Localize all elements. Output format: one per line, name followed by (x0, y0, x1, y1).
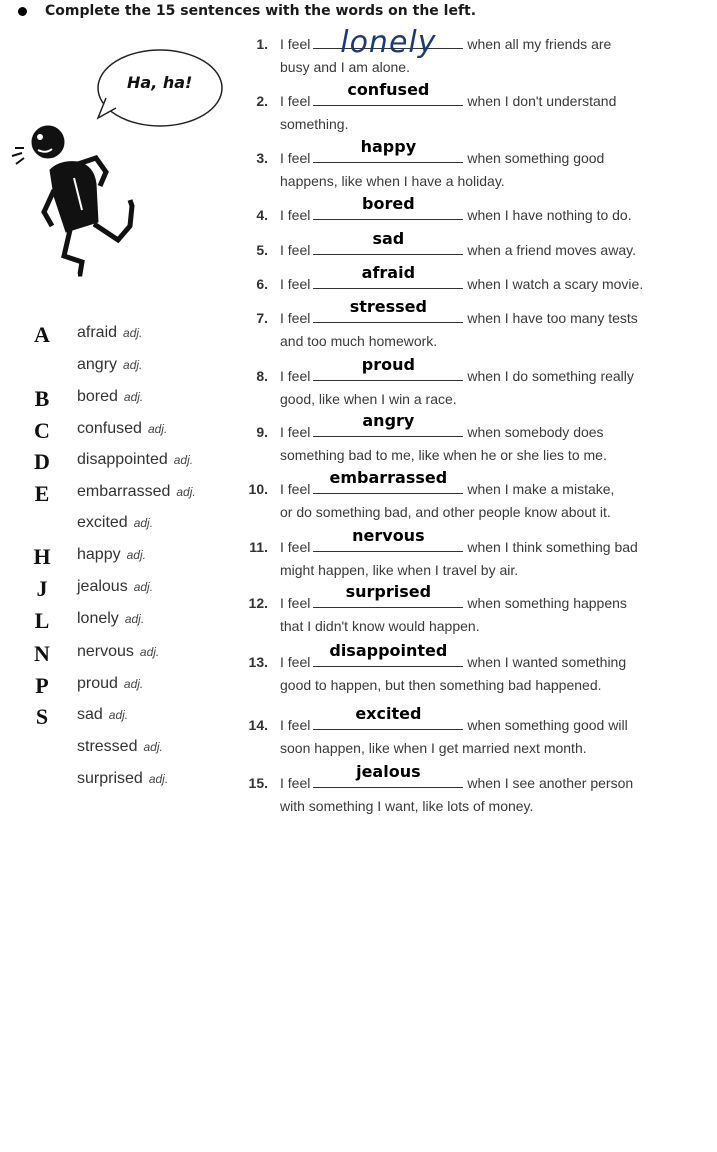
word-bank-word: jealous (77, 578, 128, 595)
answer-blank[interactable] (313, 229, 463, 255)
word-bank-item (0, 606, 240, 634)
sentence-start: I feel (280, 276, 311, 292)
sentence-text: when I do something really (467, 368, 634, 384)
word-bank-item (0, 766, 240, 794)
word-bank-letter: H (33, 544, 51, 569)
word-bank-letter: E (34, 481, 50, 506)
word-bank-item (0, 320, 240, 348)
sentence-number: 3. (256, 150, 268, 166)
sentence-start: I feel (280, 93, 311, 109)
sentence-number: 14. (248, 717, 268, 733)
sentence-text: when I watch a scary movie. (467, 276, 644, 292)
sentence-start: I feel (280, 368, 311, 384)
instruction (18, 0, 476, 22)
sentence-text: when something happens (467, 595, 627, 611)
word-bank-letter: N (34, 641, 50, 666)
sentence-text: when I don't understand (467, 93, 617, 109)
sentence-continuation: with something I want, like lots of money. (280, 798, 534, 814)
adj-label: adj. (148, 772, 169, 786)
sentence-text: when all my friends are (467, 36, 612, 52)
sentence-start: I feel (280, 595, 311, 611)
sentence-start: I feel (280, 242, 311, 258)
sentence-text: when I have nothing to do. (467, 207, 632, 223)
answer-blank[interactable] (313, 468, 463, 494)
word-bank-item (0, 416, 240, 444)
word-bank-item (0, 447, 240, 475)
adj-label: adj. (147, 422, 168, 436)
sentence-number: 4. (256, 207, 268, 223)
word-bank-letter: J (36, 576, 48, 601)
word-bank-item (0, 542, 240, 570)
word-bank-item (0, 671, 240, 699)
sentence-start: I feel (280, 36, 311, 52)
answer-text: excited (355, 704, 422, 723)
word-bank-word: excited (77, 514, 128, 531)
answer-blank[interactable] (313, 137, 463, 163)
word-bank-letter: L (34, 608, 50, 633)
answer-text: nervous (352, 526, 425, 545)
sentence-continuation: busy and I am alone. (280, 59, 410, 75)
answer-blank[interactable] (313, 297, 463, 323)
adj-label: adj. (133, 580, 154, 594)
word-bank-letter: D (34, 449, 50, 474)
sentence-start: I feel (280, 654, 311, 670)
answer-blank[interactable] (313, 194, 463, 220)
word-bank-word: lonely (77, 610, 119, 627)
laughing-cartoon-figure (0, 40, 230, 290)
word-bank-item (0, 479, 240, 507)
answer-text: jealous (356, 762, 421, 781)
sentence-continuation: that I didn't know would happen. (280, 618, 480, 634)
sentence-continuation: something bad to me, like when he or she lies to me. (280, 447, 607, 463)
answer-text: afraid (361, 263, 416, 282)
adj-label: adj. (139, 645, 160, 659)
answer-text: disappointed (329, 641, 448, 660)
sentence-number: 15. (248, 775, 268, 791)
bullet-icon (18, 7, 27, 16)
adj-label: adj. (123, 390, 144, 404)
word-bank-word: proud (77, 675, 118, 692)
answer-text: proud (361, 355, 415, 374)
word-bank-letter: C (34, 418, 50, 443)
word-bank-word: confused (77, 420, 142, 437)
word-bank-item (0, 639, 240, 667)
word-bank-letter: S (35, 704, 49, 729)
word-bank-item (0, 352, 240, 380)
sentence-text: when something good will (467, 717, 628, 733)
adj-label: adj. (108, 708, 129, 722)
word-bank-word: disappointed (77, 451, 168, 468)
answer-blank[interactable] (313, 80, 463, 106)
word-bank-letter: A (34, 322, 50, 347)
word-bank-word: bored (77, 388, 118, 405)
sentence-continuation: something. (280, 116, 349, 132)
sentence-start: I feel (280, 775, 311, 791)
sentence-text: when somebody does (467, 424, 604, 440)
sentence-start: I feel (280, 310, 311, 326)
sentence-continuation: might happen, like when I travel by air. (280, 562, 519, 578)
adj-label: adj. (124, 612, 145, 626)
answer-blank[interactable] (313, 355, 463, 381)
word-bank-letter: B (34, 386, 50, 411)
word-bank-word: angry (77, 356, 118, 373)
word-bank-word: happy (77, 546, 121, 563)
word-bank-item (0, 574, 240, 602)
sentence-number: 6. (256, 276, 268, 292)
adj-label: adj. (143, 740, 163, 754)
answer-blank[interactable] (313, 526, 463, 552)
adj-label: adj. (123, 677, 144, 691)
sentence-continuation: and too much homework. (280, 333, 438, 349)
sentence-text: when a friend moves away. (467, 242, 636, 258)
answer-blank[interactable] (313, 411, 463, 437)
sentence-start: I feel (280, 150, 311, 166)
sentence-text: when I wanted something (467, 654, 627, 670)
sentence-continuation: good to happen, but then something bad happened. (280, 677, 602, 693)
answer-text: confused (347, 80, 430, 99)
sentence-start: I feel (280, 539, 311, 555)
answer-text: angry (362, 411, 415, 430)
sentence-continuation: good, like when I win a race. (280, 391, 457, 407)
stick-figure-drawing (12, 126, 132, 274)
adj-label: adj. (176, 485, 196, 499)
adj-label: adj. (123, 326, 143, 340)
word-bank-word: embarrassed (77, 483, 171, 500)
answer-blank[interactable] (313, 263, 463, 289)
sentence-number: 1. (256, 36, 268, 52)
sentence-text: when I have too many tests (467, 310, 638, 326)
word-bank-item (0, 384, 240, 412)
sentence-start: I feel (280, 481, 311, 497)
word-bank-item (0, 702, 240, 730)
adj-label: adj. (126, 548, 146, 562)
speech-bubble-text: Ha, ha! (127, 73, 193, 92)
sentence-number: 9. (256, 424, 268, 440)
sentence-continuation: soon happen, like when I get married next month. (280, 740, 587, 756)
word-bank-item (0, 734, 240, 762)
sentence-number: 13. (248, 654, 268, 670)
answer-blank[interactable] (313, 641, 463, 667)
answer-text: stressed (349, 297, 427, 316)
instruction-text: Complete the 15 sentences with the words on the left. (45, 3, 477, 19)
answer-blank[interactable] (313, 25, 463, 60)
sentence-start: I feel (280, 717, 311, 733)
word-bank-word: nervous (77, 643, 134, 660)
sentence-number: 2. (256, 93, 268, 109)
word-bank-word: stressed (77, 738, 138, 755)
answer-blank[interactable] (313, 582, 463, 608)
sentence-text: when I see another person (467, 775, 634, 791)
sentence-text: when I make a mistake, (467, 481, 615, 497)
word-bank-item (0, 510, 240, 538)
sentence-continuation: happens, like when I have a holiday. (280, 173, 505, 189)
answer-text: sad (372, 229, 405, 248)
word-bank-letter: P (35, 673, 49, 698)
answer-text: surprised (345, 582, 432, 601)
sentence-number: 8. (256, 368, 268, 384)
sentence-continuation: or do something bad, and other people know about it. (280, 504, 611, 520)
sentence-number: 11. (249, 539, 268, 555)
sentence-start: I feel (280, 424, 311, 440)
sentence-text: when I think something bad (467, 539, 638, 555)
answer-blank[interactable] (313, 704, 463, 730)
answer-text: happy (360, 137, 417, 156)
answer-blank[interactable] (313, 762, 463, 788)
adj-label: adj. (123, 358, 143, 372)
word-bank-word: sad (77, 706, 103, 723)
sentence-start: I feel (280, 207, 311, 223)
adj-label: adj. (173, 453, 194, 467)
sentence-number: 12. (248, 595, 268, 611)
sentence-number: 5. (256, 242, 268, 258)
sentence-text: when something good (467, 150, 605, 166)
answer-text: bored (362, 194, 415, 213)
adj-label: adj. (133, 516, 154, 530)
answer-text: lonely (340, 25, 437, 60)
word-bank-word: surprised (77, 770, 143, 787)
answer-text: embarrassed (329, 468, 448, 487)
sentence-number: 7. (256, 310, 268, 326)
word-bank-word: afraid (77, 324, 118, 341)
sentence-number: 10. (248, 481, 268, 497)
